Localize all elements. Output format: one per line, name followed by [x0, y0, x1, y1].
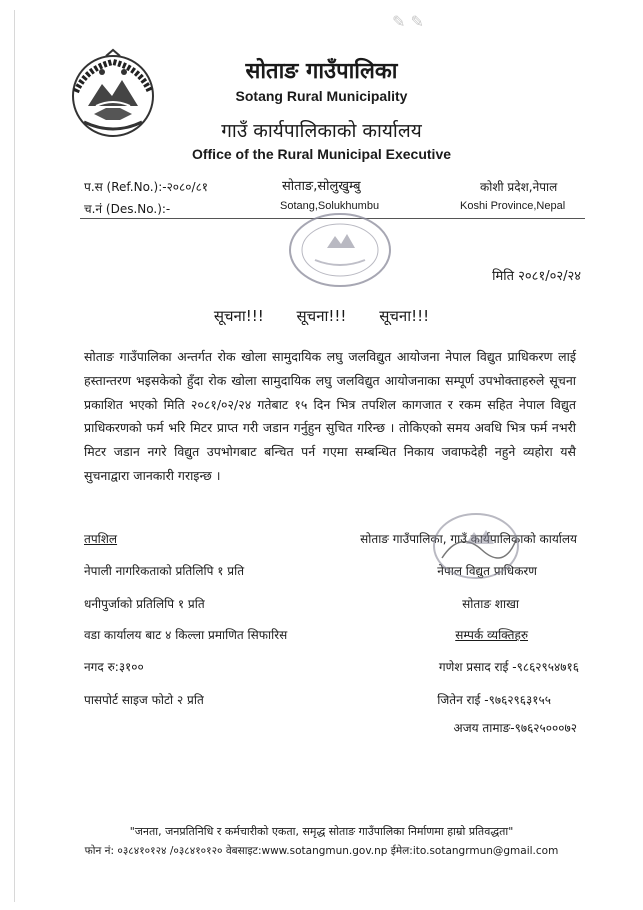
list-item: वडा कार्यालय बाट ४ किल्ला प्रमाणित सिफारिस [84, 628, 288, 642]
headline-word-1: सूचना!!! [213, 307, 264, 325]
headline-word-3: सूचना!!! [379, 307, 430, 325]
location-np: सोताङ,सोलुखुम्बु [282, 179, 361, 194]
list-item: नेपाली नागरिकताको प्रतिलिपि १ प्रति [84, 564, 245, 578]
municipality-title-en: Sotang Rural Municipality [235, 88, 408, 104]
office-title-en: Office of the Rural Municipal Executive [191, 146, 452, 162]
office-title-np: गाउँ कार्यपालिकाको कार्यालय [221, 120, 422, 142]
list-item: नगद रु:३१०० [84, 660, 144, 674]
contact-person: अजय तामाङ-९७६२५०००७२ [453, 721, 577, 735]
footer-contact-info: फोन नं: ०३८४१०१२४ /०३८४१०१२० वेबसाइट:www.sotangmun.gov.np ईमेल:ito.sotangrmun@gmail.com [84, 845, 559, 857]
contact-person: जितेन राई -९७६२९६३१५५ [437, 693, 551, 707]
list-item: धनीपुर्जाको प्रतिलिपि १ प्रति [84, 597, 205, 611]
headline-word-2: सूचना!!! [296, 307, 347, 325]
handwritten-mark: ✎ ✎ [392, 12, 424, 31]
notice-body: सोताङ गाउँपालिका अन्तर्गत रोक खोला सामुदायिक लघु जलविद्युत आयोजना नेपाल विद्युत प्राधिकरण लाई हस्तान्तरण भइसकेको हुँदा रोक खोला सामुदायिक लघु जलविद्युत आयोजनाका सम्पूर्ण उपभोक्ताहरुले सूचना प्रकाशित भएको मिति २०८१/०२/२४ गतेबाट १५ दिन भित्र तपशिल कागजात र रकम सहित नेपाल विद्युत प्राधिकरणको फर्म भरि मिटर प्राप्त गरी जडान गर्नुहुन सुचित गरिन्छ । तोकिएको समय अवधि भित्र फर्म नभरी मिटर जडान नगरे विद्युत उपभोगबाट बन्चित पर्न गएमा सम्बन्धित निकाय जवाफदेही नहुने व्यहोरा यसै सुचनाद्वारा जानकारी गराइन्छ । [84, 349, 576, 483]
authority-name: नेपाल विद्युत प्राधिकरण [437, 564, 537, 578]
contacts-heading: सम्पर्क व्यक्तिहरु [455, 628, 528, 642]
details-heading: तपशिल [84, 532, 118, 546]
location-en: Sotang,Solukhumbu [280, 200, 380, 212]
municipality-title-np: सोताङ गाउँपालिका [245, 59, 398, 84]
branch-name: सोताङ शाखा [462, 597, 519, 611]
footer-motto: "जनता, जनप्रतिनिधि र कर्मचारीको एकता, समृद्ध सोताङ गाउँपालिका निर्माणमा हाम्रो प्रतिवद्धता" [129, 825, 514, 838]
issuer-name: सोताङ गाउँपालिका, गाउँ कार्यपालिकाको कार्यालय [360, 532, 577, 546]
office-stamp [285, 210, 395, 290]
contact-person: गणेश प्रसाद राई -९८६२९५४७१६ [438, 660, 579, 674]
office-stamp-signature [430, 510, 522, 582]
notice-headline [0, 306, 643, 326]
des-number: च.नं (Des.No.):- [84, 202, 171, 216]
province-np: कोशी प्रदेश,नेपाल [480, 180, 558, 194]
notice-date: मिति २०८१/०२/२४ [492, 269, 581, 284]
list-item: पासपोर्ट साइज फोटो २ प्रति [84, 693, 204, 707]
province-en: Koshi Province,Nepal [460, 200, 566, 212]
ref-number: प.स (Ref.No.):-२०८०/८१ [84, 180, 209, 194]
